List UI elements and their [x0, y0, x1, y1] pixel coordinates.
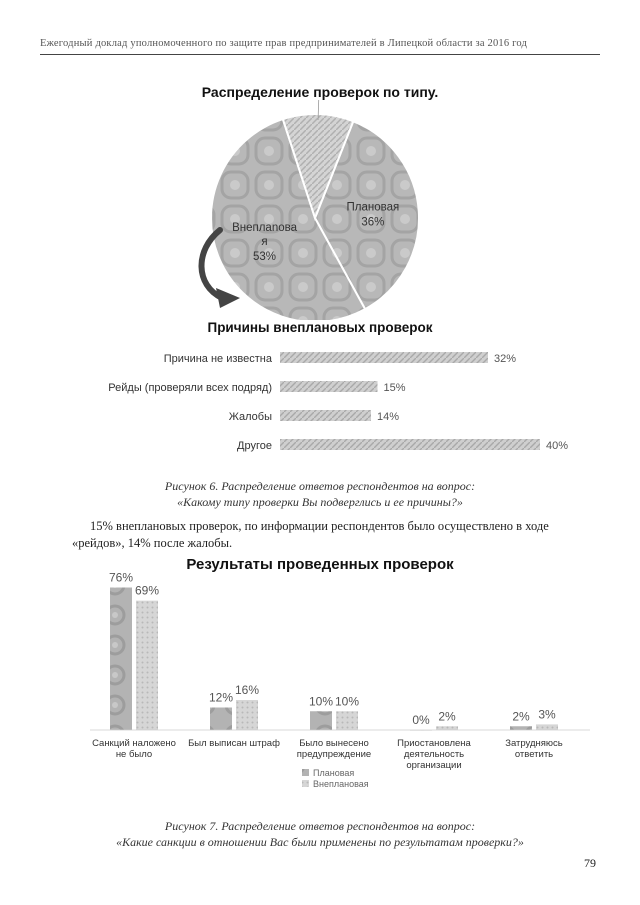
hbar-chart-title: Причины внеплановых проверок	[207, 320, 433, 335]
vbar-value-label: 3%	[538, 707, 556, 722]
legend-label: Внеплановая	[313, 779, 369, 789]
vbar-value-label: 16%	[234, 683, 260, 697]
vbar-category-label: Затрудняюсь ответить	[505, 738, 563, 760]
pie-slice-label-2: Внеплаnова я 53%	[232, 221, 297, 263]
hbar-bar	[280, 381, 378, 392]
vbar-value-label: 10%	[308, 694, 334, 709]
hbar-category-label: Другое	[237, 440, 272, 452]
vbar-value-label: 2%	[512, 709, 530, 724]
vbar-category-label: Приостановлена деятельность организации	[397, 738, 471, 771]
vbar-value-label: 2%	[438, 709, 456, 724]
legend-swatch	[302, 769, 309, 776]
header-divider	[40, 54, 600, 55]
hbar-category-label: Жалобы	[228, 411, 272, 423]
pie-slice-label-1: Плановая 36%	[346, 201, 400, 229]
pie-chart-title: Распределение проверок по типу.	[201, 84, 439, 100]
vbar-value-label: 12%	[208, 690, 234, 705]
vbar-category-label: Было вынесено предупреждение	[296, 738, 372, 760]
hbar-value-label: 15%	[383, 382, 406, 394]
vbar-bar-planned	[210, 708, 232, 731]
figure-7-caption-line-1: Рисунок 7. Распределение ответов респондентов на вопрос:	[164, 819, 476, 833]
hbar-value-label: 40%	[546, 440, 569, 452]
vbar-bar-unplanned	[536, 724, 558, 730]
figure-6-caption-line-1: Рисунок 6. Распределение ответов респондентов на вопрос:	[164, 479, 476, 493]
hbar-bar	[280, 410, 371, 421]
vbar-value-label: 69%	[134, 583, 160, 598]
results-bar-chart	[70, 570, 590, 810]
vbar-bar-unplanned	[336, 711, 358, 730]
hbar-category-label: Рейды (проверяли всех подряд)	[108, 382, 272, 394]
pie-chart	[150, 100, 480, 320]
vbar-bar-planned	[510, 726, 532, 730]
legend-label: Плановая	[313, 768, 355, 778]
vbar-bar-planned	[310, 711, 332, 730]
vbar-bar-unplanned	[136, 601, 158, 730]
figure-6-caption-line-2: «Какому типу проверки Вы подверглись и ее причины?»	[177, 495, 463, 509]
vbar-bar-unplanned	[436, 726, 458, 730]
figure-7-caption-line-2: «Какие санкции в отношении Вас были применены по результатам проверки?»	[116, 835, 524, 849]
vbar-value-label: 0%	[412, 713, 430, 727]
page-number: 79	[584, 856, 596, 870]
body-paragraph: 15% внеплановых проверок, по информации респондентов было осуществлено в ходе «рейдов», 14% после жалобы.	[72, 519, 549, 550]
hbar-value-label: 14%	[377, 411, 400, 423]
running-header: Ежегодный доклад уполномоченного по защите прав предпринимателей в Липецкой области за 2016 год	[40, 38, 528, 49]
results-chart-title: Результаты проведенных проверок	[186, 556, 454, 573]
vbar-category-label: Санкций наложено не было	[92, 738, 176, 760]
hbar-category-label: Причина не известна	[163, 353, 272, 365]
hbar-bar	[280, 352, 488, 363]
figure-6-caption	[60, 478, 580, 510]
hbar-bar	[280, 439, 540, 450]
vbar-bar-planned	[110, 588, 132, 731]
reasons-bar-chart	[80, 340, 570, 465]
legend-swatch	[302, 780, 309, 787]
vbar-value-label: 76%	[108, 570, 134, 585]
figure-7-caption	[60, 818, 580, 850]
vbar-bar-unplanned	[236, 700, 258, 730]
hbar-value-label: 32%	[494, 353, 517, 365]
vbar-category-label: Был выписан штраф	[188, 738, 280, 749]
vbar-value-label: 10%	[334, 694, 360, 709]
